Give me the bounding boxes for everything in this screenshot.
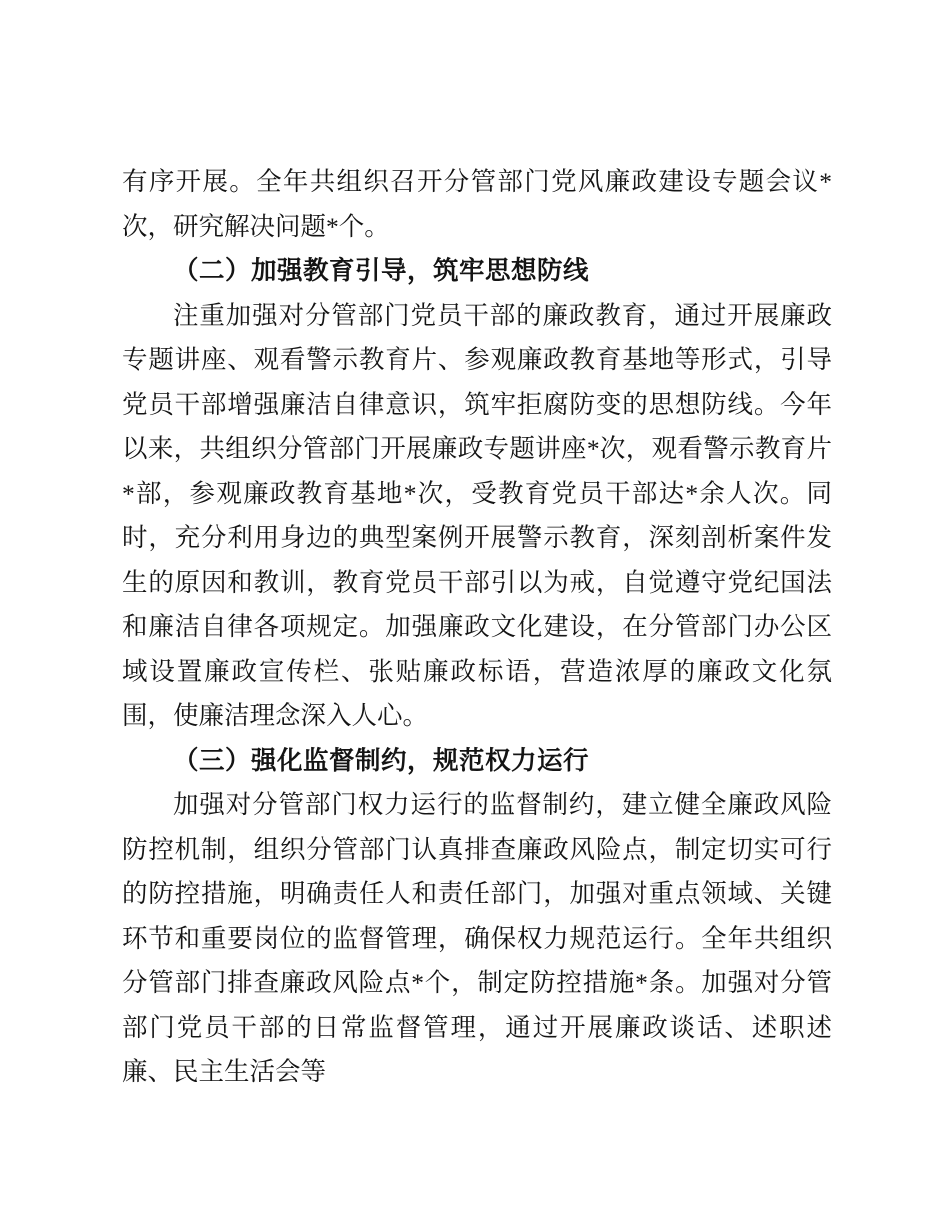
paragraph-supervision-restraint: 加强对分管部门权力运行的监督制约，建立健全廉政风险防控机制，组织分管部门认真排查廉政风险点，制定切实可行的防控措施，明确责任人和责任部门，加强对重点领域、关键环节和重要岗位的监督管理，确保权力规范运行。全年共组织分管部门排查廉政风险点*个，制定防控措施*条。加强对分管部门党员干部的日常监督管理，通过开展廉政谈话、述职述廉、民主生活会等 bbox=[122, 790, 832, 1086]
section-heading-2: （二）加强教育引导，筑牢思想防线 bbox=[173, 256, 590, 285]
paragraph-education-guidance: 注重加强对分管部门党员干部的廉政教育，通过开展廉政专题讲座、观看警示教育片、参观廉政教育基地等形式，引导党员干部增强廉洁自律意识，筑牢拒腐防变的思想防线。今年以来，共组织分管部门开展廉政专题讲座*次，观看警示教育片*部，参观廉政教育基地*次，受教育党员干部达*余人次。同时，充分利用身边的典型案例开展警示教育，深刻剖析案件发生的原因和教训，教育党员干部引以为戒，自觉遵守党纪国法和廉洁自律各项规定。加强廉政文化建设，在分管部门办公区域设置廉政宣传栏、张贴廉政标语，营造浓厚的廉政文化氛围，使廉洁理念深入人心。 bbox=[122, 300, 832, 730]
paragraph-continuation: 有序开展。全年共组织召开分管部门党风廉政建设专题会议*次，研究解决问题*个。 bbox=[122, 167, 832, 241]
section-heading-3: （三）强化监督制约，规范权力运行 bbox=[173, 745, 590, 775]
